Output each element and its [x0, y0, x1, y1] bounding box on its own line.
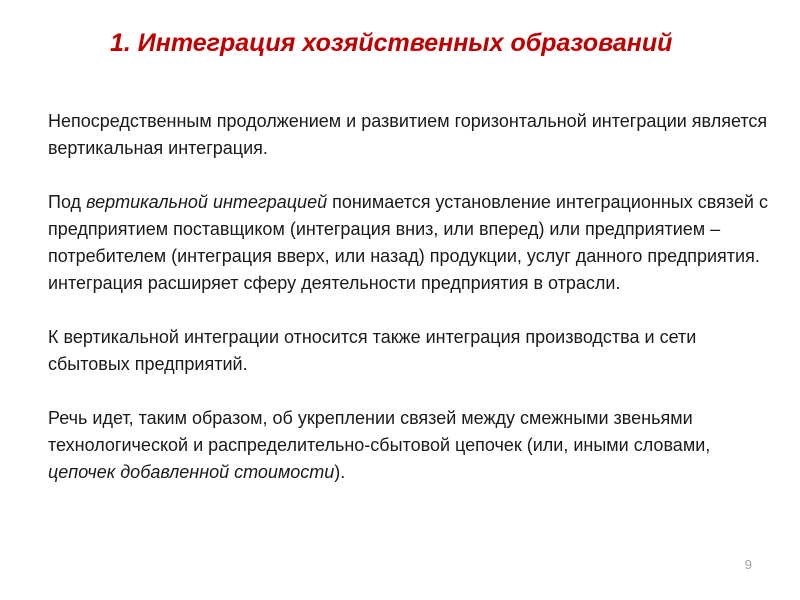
paragraph-2-rest: понимается установление интеграционных связей с предприятием поставщиком (интеграция вниз, или вперед) или предприятием – потребителем (интеграция вверх, или назад) продукции, услуг данного предприятия. интеграция расширяет сферу деятельности предприятия в отрасли.: [48, 192, 768, 293]
paragraph-3: [48, 324, 768, 378]
slide-title: 1. Интеграция хозяйственных образований: [110, 29, 673, 57]
paragraph-2-term: вертикальной интеграцией: [86, 192, 328, 212]
paragraph-1-text: Непосредственным продолжением и развитием горизонтальной интеграции является вертикальная интеграция.: [48, 111, 768, 158]
paragraph-2: [48, 189, 768, 297]
paragraph-4-lead: Речь идет, таким образом, об укреплении связей между смежными звеньями технологической и распределительно-сбытовой цепочек (или, иными словами,: [48, 408, 711, 455]
paragraph-4-term: цепочек добавленной стоимости: [48, 462, 335, 482]
page-number: 9: [744, 557, 752, 572]
slide-body: [48, 108, 768, 486]
paragraph-4-tail: ).: [334, 462, 346, 482]
paragraph-1: [48, 108, 768, 162]
paragraph-4: [48, 405, 768, 486]
paragraph-2-lead: Под: [48, 192, 87, 212]
paragraph-3-text: К вертикальной интеграции относится также интеграция производства и сети сбытовых предприятий.: [48, 327, 697, 374]
